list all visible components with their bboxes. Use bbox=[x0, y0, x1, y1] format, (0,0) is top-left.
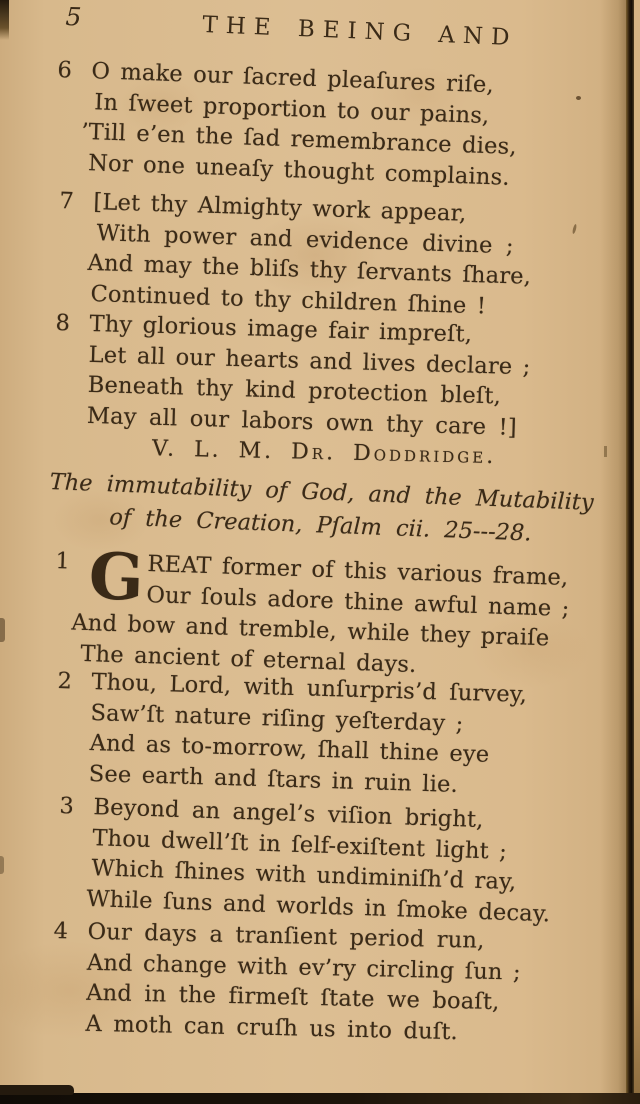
verse-line: Thy glorious image fair impreſt, bbox=[89, 310, 473, 348]
ink-fleck bbox=[604, 446, 607, 457]
verse-line: Beyond an angel’s viſion bright, bbox=[93, 794, 485, 834]
verse-number: 8 bbox=[55, 309, 71, 337]
page-edge-line bbox=[626, 0, 634, 1104]
verse-lines bbox=[85, 917, 599, 1051]
verse-4 bbox=[51, 916, 599, 1050]
next-page-edge bbox=[634, 0, 640, 1104]
verse-1 bbox=[52, 539, 601, 686]
hymn-attribution: V. L. M. Dr. Doddridge. bbox=[151, 436, 497, 470]
verse-line: The ancient of eternal days. bbox=[80, 640, 417, 678]
verse-lines bbox=[87, 309, 601, 445]
verse-line: And bow and tremble, while they praiſe bbox=[71, 609, 550, 652]
verse-number: 6 bbox=[57, 56, 73, 84]
hymn-title-line-2: of the Creation, Pſalm cii. 25---28. bbox=[108, 504, 532, 547]
verse-number: 3 bbox=[59, 792, 75, 820]
verse-line: Let all our hearts and lives declare ; bbox=[88, 341, 531, 380]
verse-line: REAT former of this various frame, bbox=[147, 551, 569, 591]
verse-line: And change with ev’ry circling ſun ; bbox=[86, 949, 522, 986]
verse-line: ’Till e’en the ſad remembrance dies, bbox=[80, 118, 518, 161]
verse-line: Thou dwell’ſt in ſelf-exiſtent light ; bbox=[92, 824, 508, 865]
verse-2 bbox=[54, 666, 602, 804]
verse-line: See earth and ſtars in ruin lie. bbox=[88, 760, 459, 798]
verse-line: O make our ſacred pleaſures riſe, bbox=[91, 58, 495, 99]
verse-line: Thou, Lord, with unſurpris’d ſurvey, bbox=[91, 669, 528, 708]
verse-line: With power and evidence divine ; bbox=[96, 219, 515, 259]
verse-6 bbox=[54, 55, 603, 196]
verse-line: While ſuns and worlds in ſmoke decay. bbox=[86, 885, 551, 927]
verse-line: Our days a tranſient period run, bbox=[87, 918, 485, 954]
page-number: 5 bbox=[64, 2, 82, 32]
verse-line: May all our labors own thy care !] bbox=[86, 402, 518, 441]
verse-lines bbox=[86, 792, 605, 931]
verse-line: Beneath thy kind protection bleſt, bbox=[87, 371, 502, 410]
verse-line: And in the firmeſt ſtate we boaſt, bbox=[85, 979, 500, 1016]
bottom-page-edge bbox=[0, 1093, 640, 1104]
verse-line: Nor one uneaſy thought complains. bbox=[87, 149, 511, 191]
left-edge-mark bbox=[0, 856, 4, 874]
drop-cap-letter: G bbox=[87, 539, 145, 616]
verse-8 bbox=[53, 308, 601, 445]
top-left-binding-shadow bbox=[0, 0, 9, 40]
verse-line: Our ſouls adore thine awful name ; bbox=[146, 581, 570, 622]
verse-number: 4 bbox=[53, 917, 69, 945]
verse-3 bbox=[56, 791, 605, 931]
verse-number: 7 bbox=[59, 187, 75, 215]
verse-lines bbox=[80, 56, 603, 196]
running-title: THE BEING AND bbox=[201, 12, 518, 52]
hymn-title-line-1: The immutability of God, and the Mutability bbox=[49, 469, 595, 516]
verse-number: 1 bbox=[55, 547, 71, 575]
verse-line: And as to-morrow, ſhall thine eye bbox=[89, 729, 490, 768]
verse-line: [Let thy Almighty work appear, bbox=[93, 189, 467, 227]
verse-line: Which ſhines with undiminiſh’d ray, bbox=[91, 855, 517, 896]
verse-number: 2 bbox=[57, 667, 73, 695]
verse-line: Continued to thy children ſhine ! bbox=[90, 280, 487, 319]
verse-lines bbox=[87, 187, 605, 325]
bottom-left-edge-shadow bbox=[0, 1085, 74, 1095]
fore-edge-shadow bbox=[600, 0, 628, 1104]
verse-lines bbox=[88, 667, 602, 804]
verse-line: In ſweet proportion to our pains, bbox=[93, 88, 490, 129]
verse-line: Saw’ſt nature riſing yeſterday ; bbox=[90, 699, 464, 737]
verse-7 bbox=[56, 186, 605, 325]
left-edge-mark bbox=[0, 618, 5, 642]
verse-line: And may the bliſs thy ſervants ſhare, bbox=[87, 249, 532, 290]
verse-line: A moth can cruſh us into duſt. bbox=[85, 1010, 459, 1045]
verse-lines bbox=[71, 539, 601, 686]
